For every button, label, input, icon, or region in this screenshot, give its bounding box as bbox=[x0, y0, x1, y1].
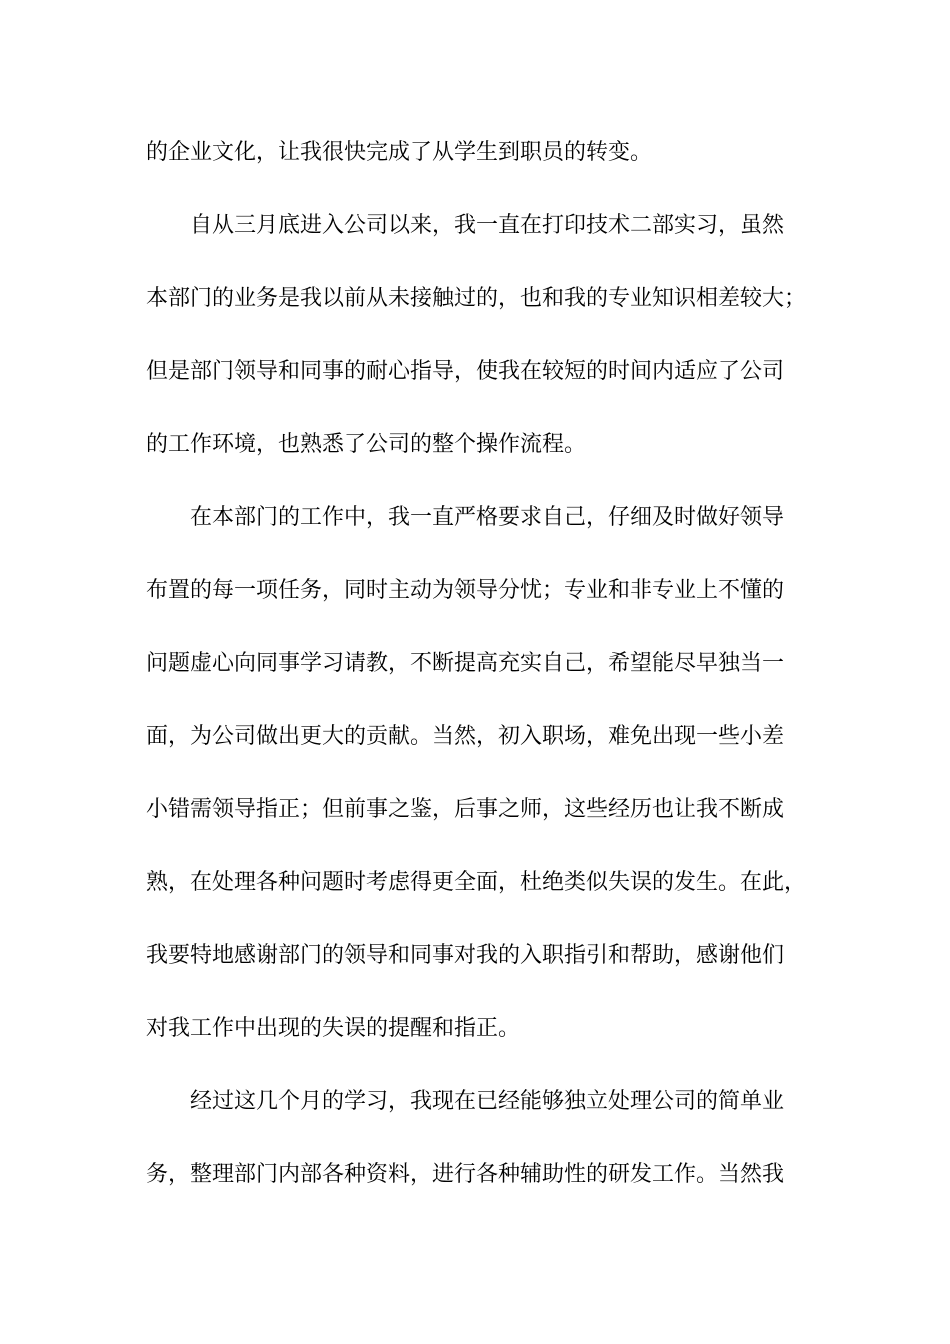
text-line: 小错需领导指正；但前事之鉴，后事之师，这些经历也让我不断成 bbox=[146, 797, 785, 822]
text-line: 问题虚心向同事学习请教，不断提高充实自己，希望能尽早独当一 bbox=[146, 651, 785, 676]
text-line: 对我工作中出现的失误的提醒和指正。 bbox=[146, 1016, 521, 1041]
text-line: 但是部门领导和同事的耐心指导，使我在较短的时间内适应了公司 bbox=[146, 359, 785, 384]
text-line: 务，整理部门内部各种资料，进行各种辅助性的研发工作。当然我 bbox=[146, 1162, 785, 1187]
text-line: 的企业文化，让我很快完成了从学生到职员的转变。 bbox=[146, 140, 653, 165]
text-line: 我要特地感谢部门的领导和同事对我的入职指引和帮助，感谢他们 bbox=[146, 943, 785, 968]
text-line: 本部门的业务是我以前从未接触过的，也和我的专业知识相差较大； bbox=[146, 286, 807, 311]
text-line: 熟，在处理各种问题时考虑得更全面，杜绝类似失误的发生。在此， bbox=[146, 870, 807, 895]
text-line: 布置的每一项任务，同时主动为领导分忧；专业和非专业上不懂的 bbox=[146, 578, 785, 603]
text-line: 面，为公司做出更大的贡献。当然，初入职场，难免出现一些小差 bbox=[146, 724, 785, 749]
text-line: 的工作环境，也熟悉了公司的整个操作流程。 bbox=[146, 432, 587, 457]
paragraph-first-line: 在本部门的工作中，我一直严格要求自己，仔细及时做好领导 bbox=[190, 505, 785, 530]
paragraph-first-line: 自从三月底进入公司以来，我一直在打印技术二部实习，虽然 bbox=[190, 213, 785, 238]
paragraph-first-line: 经过这几个月的学习，我现在已经能够独立处理公司的简单业 bbox=[190, 1089, 785, 1114]
